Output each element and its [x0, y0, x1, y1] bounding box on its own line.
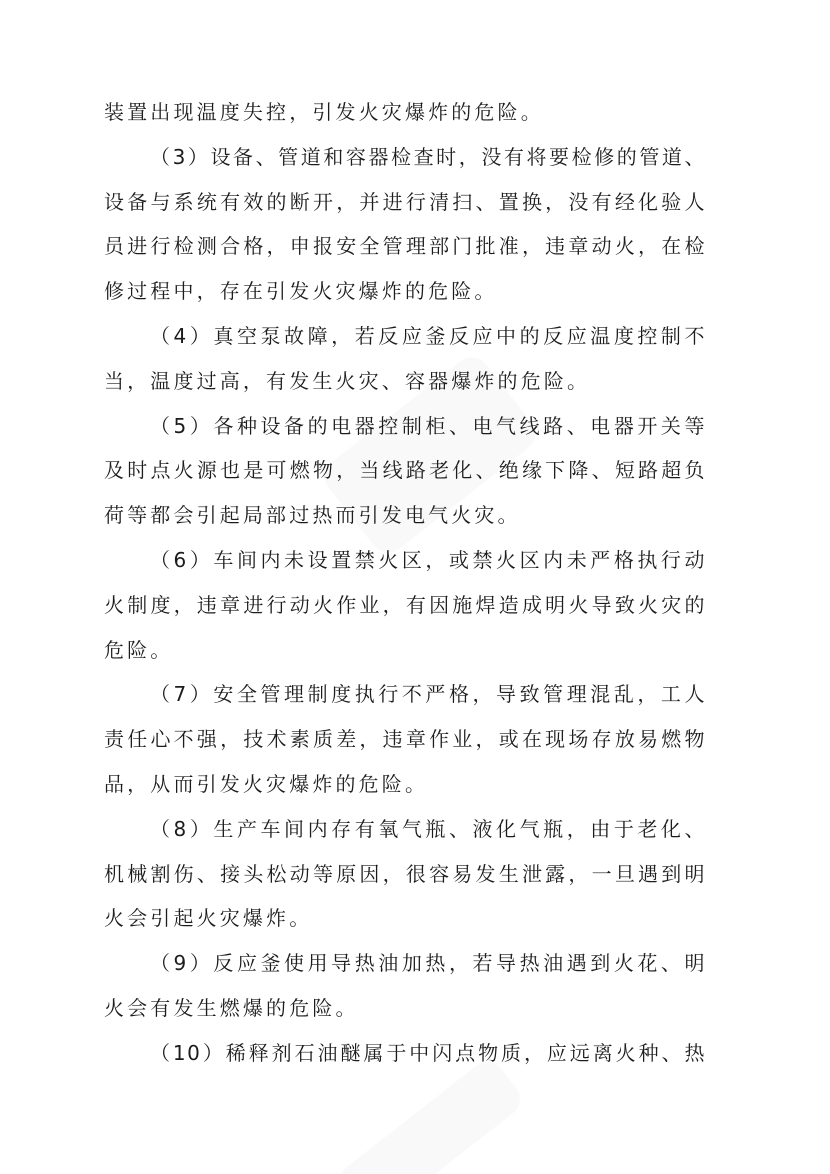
paragraph-line: （4）真空泵故障，若反应釜反应中的反应温度控制不 [150, 323, 706, 348]
paragraph-item-5 [104, 404, 706, 538]
paragraph-item-6 [104, 538, 706, 672]
paragraph-line: 机械割伤、接头松动等原因，很容易发生泄露，一旦遇到明 [104, 861, 706, 886]
paragraph-line: （9）反应釜使用导热油加热，若导热油遇到火花、明 [150, 951, 706, 976]
paragraph-line: 当，温度过高，有发生火灾、容器爆炸的危险。 [104, 368, 591, 393]
document-body [104, 90, 706, 1076]
paragraph-line: （8）生产车间内存有氧气瓶、液化气瓶，由于老化、 [150, 816, 706, 841]
paragraph-line: （6）车间内未设置禁火区，或禁火区内未严格执行动 [150, 547, 706, 572]
paragraph-line: （7）安全管理制度执行不严格，导致管理混乱，工人 [150, 682, 706, 707]
paragraph-line: （3）设备、管道和容器检查时，没有将要检修的管道、 [150, 144, 706, 169]
paragraph-line: 及时点火源也是可燃物，当线路老化、绝缘下降、短路超负 [104, 458, 706, 483]
paragraph-item-7 [104, 672, 706, 806]
paragraph-line: 品，从而引发火灾爆炸的危险。 [104, 771, 429, 796]
paragraph-item-4 [104, 314, 706, 404]
paragraph-line: （5）各种设备的电器控制柜、电气线路、电器开关等 [150, 413, 706, 438]
paragraph-item-9 [104, 941, 706, 1031]
paragraph-line: 责任心不强，技术素质差，违章作业，或在现场存放易燃物 [104, 727, 706, 752]
paragraph-line: 火会有发生燃爆的危险。 [104, 995, 359, 1020]
paragraph-line: （10）稀释剂石油醚属于中闪点物质，应远离火种、热 [150, 1040, 706, 1065]
paragraph-continuation [104, 90, 706, 135]
paragraph-line: 火会引起火灾爆炸。 [104, 906, 313, 931]
paragraph-line: 修过程中，存在引发火灾爆炸的危险。 [104, 279, 498, 304]
paragraph-item-3 [104, 135, 706, 314]
paragraph-line: 员进行检测合格，申报安全管理部门批准，违章动火，在检 [104, 234, 706, 259]
paragraph-item-8 [104, 807, 706, 941]
paragraph-line: 设备与系统有效的断开，并进行清扫、置换，没有经化验人 [104, 189, 706, 214]
paragraph-line: 危险。 [104, 637, 174, 662]
paragraph-line: 荷等都会引起局部过热而引发电气火灾。 [104, 503, 521, 528]
paragraph-line: 火制度，违章进行动火作业，有因施焊造成明火导致火灾的 [104, 592, 706, 617]
paragraph-line: 装置出现温度失控，引发火灾爆炸的危险。 [104, 100, 544, 124]
paragraph-item-10 [104, 1031, 706, 1076]
